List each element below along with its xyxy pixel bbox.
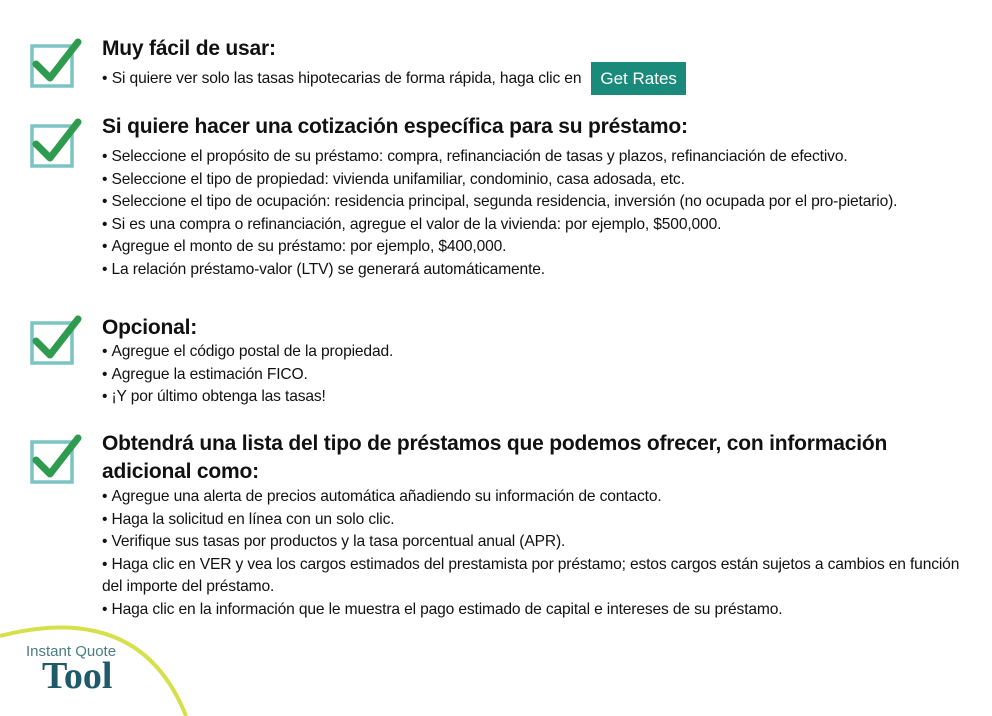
list-item: • Agregue el monto de su préstamo: por ejemplo, $400,000. bbox=[102, 236, 972, 259]
list-item: • Haga clic en VER y vea los cargos estimados del prestamista por préstamo; estos cargos están sujetos a cambios en función del importe del préstamo. bbox=[102, 554, 972, 599]
section-title: Si quiere hacer una cotización específica para su préstamo: bbox=[102, 115, 688, 138]
checkbox-checked-icon bbox=[30, 315, 80, 365]
list-item: • Haga la solicitud en línea con un solo clic. bbox=[102, 509, 972, 532]
list-item: • La relación préstamo-valor (LTV) se generará automáticamente. bbox=[102, 259, 972, 282]
logo-text-tool: Tool bbox=[42, 655, 113, 697]
list-item: • Seleccione el tipo de ocupación: residencia principal, segunda residencia, inversión (no ocupada por el pro-pietario). bbox=[102, 191, 972, 214]
section-title: Muy fácil de usar: bbox=[102, 37, 276, 60]
checkbox-checked-icon bbox=[30, 38, 80, 88]
get-rates-button[interactable]: Get Rates bbox=[591, 62, 686, 95]
list-item: • Si es una compra o refinanciación, agregue el valor de la vivienda: por ejemplo, $500,000. bbox=[102, 214, 972, 237]
list-item: • Seleccione el propósito de su préstamo: compra, refinanciación de tasas y plazos, refinanciación de efectivo. bbox=[102, 146, 972, 169]
list-item: • Haga clic en la información que le muestra el pago estimado de capital e intereses de su préstamo. bbox=[102, 599, 972, 622]
section-text: Si quiere ver solo las tasas hipotecarias de forma rápida, haga clic en bbox=[111, 69, 582, 87]
section-title: Obtendrá una lista del tipo de préstamos que podemos ofrecer, con información adicional como: bbox=[102, 432, 888, 483]
checkbox-checked-icon bbox=[30, 434, 80, 484]
list-item: • Agregue el código postal de la propiedad. bbox=[102, 341, 972, 364]
section-title: Opcional: bbox=[102, 316, 198, 339]
list-item: • ¡Y por último obtenga las tasas! bbox=[102, 386, 972, 409]
checkbox-checked-icon bbox=[30, 118, 80, 168]
list-item: • Agregue una alerta de precios automática añadiendo su información de contacto. bbox=[102, 486, 972, 509]
list-item: • Seleccione el tipo de propiedad: vivienda unifamiliar, condominio, casa adosada, etc. bbox=[102, 169, 972, 192]
list-item: • Verifique sus tasas por productos y la tasa porcentual anual (APR). bbox=[102, 531, 972, 554]
logo-text-instant-quote: Instant Quote bbox=[26, 643, 117, 660]
list-item: • Agregue la estimación FICO. bbox=[102, 364, 972, 387]
